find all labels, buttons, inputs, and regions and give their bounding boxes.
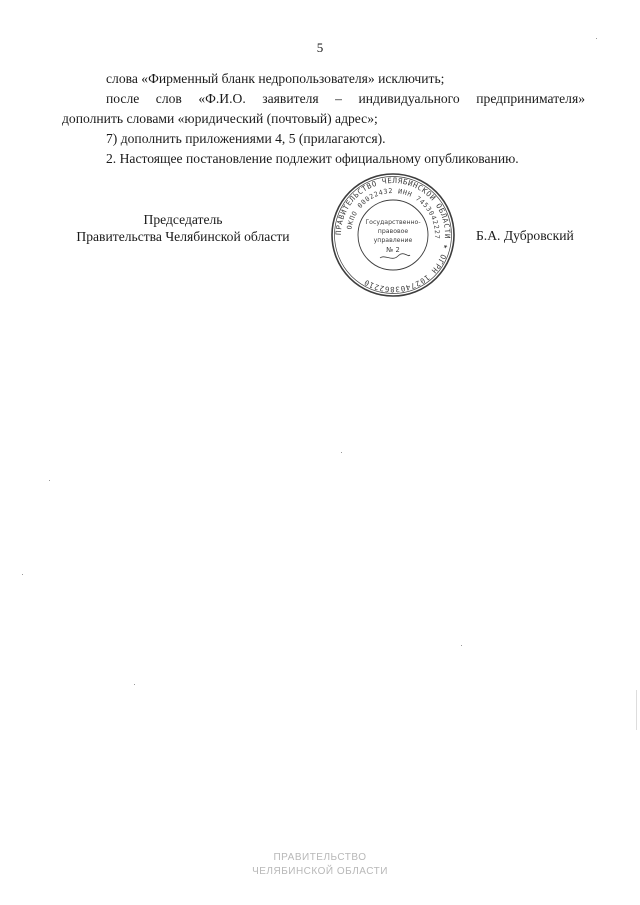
footer-watermark-line-1: ПРАВИТЕЛЬСТВО bbox=[273, 852, 367, 863]
signatory-title bbox=[62, 211, 304, 245]
seal-outer-ring-text: ПРАВИТЕЛЬСТВО ЧЕЛЯБИНСКОЙ ОБЛАСТИ ★ ОГРН 1027403862210 bbox=[333, 175, 453, 295]
signatory-title-line-1: Председатель bbox=[143, 212, 223, 227]
scan-speck bbox=[49, 480, 50, 481]
footer-watermark-line-2: ЧЕЛЯБИНСКОЙ ОБЛАСТИ bbox=[252, 866, 388, 877]
scan-edge-mark bbox=[636, 690, 637, 730]
official-seal-graphic bbox=[330, 172, 456, 298]
paragraph-2-line-1: после слов «Ф.И.О. заявителя – индивидуального предпринимателя» bbox=[106, 91, 585, 106]
scan-speck bbox=[134, 684, 135, 685]
paragraph-2-line-2: дополнить словами «юридический (почтовый) адрес»; bbox=[62, 111, 378, 126]
scan-speck bbox=[22, 574, 23, 575]
scan-speck bbox=[596, 38, 597, 39]
paragraph-3: 7) дополнить приложениями 4, 5 (прилагаются). bbox=[106, 131, 386, 146]
seal-center-line-4: № 2 bbox=[386, 246, 400, 254]
seal-scribble-mark bbox=[380, 254, 410, 259]
signature-block bbox=[0, 211, 640, 311]
seal-center-line-2: правовое bbox=[377, 228, 409, 235]
document-body bbox=[62, 69, 585, 169]
page-number: 5 bbox=[316, 40, 324, 55]
official-seal bbox=[330, 172, 456, 298]
seal-inner-ring-text: ОКПО 00022432 ИНН 7453042227 bbox=[345, 186, 442, 240]
signatory-name: Б.А. Дубровский bbox=[476, 228, 574, 243]
paragraph-4: 2. Настоящее постановление подлежит официальному опубликованию. bbox=[106, 151, 519, 166]
seal-center-line-1: Государственно- bbox=[365, 219, 421, 226]
scan-speck bbox=[341, 452, 342, 453]
scan-speck bbox=[461, 645, 462, 646]
signatory-title-line-2: Правительства Челябинской области bbox=[76, 229, 290, 244]
paragraph-1: слова «Фирменный бланк недропользователя» исключить; bbox=[106, 71, 445, 86]
seal-center-line-3: управление bbox=[373, 237, 413, 244]
